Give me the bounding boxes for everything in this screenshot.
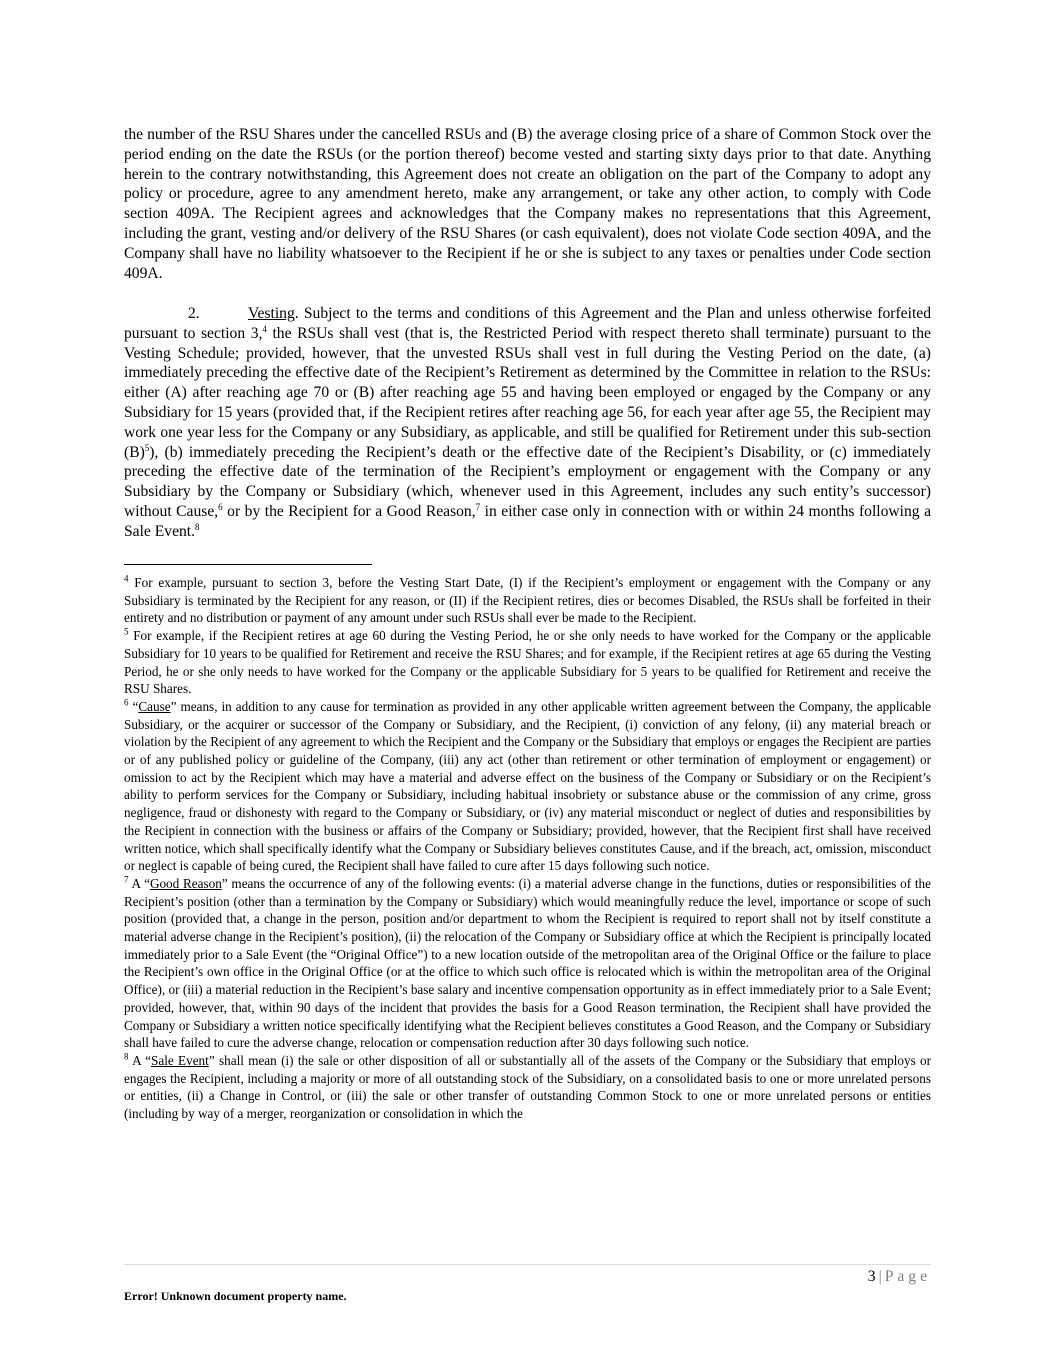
paragraph-text: ), (b) immediately preceding the Recipient’s death or the effective date of the Recipient’s Disability, or (c) immediately preceding the effective date of the termination of the Recipient’s employment or engagement with the Company or any Subsidiary by the Company or Subsidiary (which, whenever used in this Agreement, includes any such entity’s successor) without Cause,: [124, 443, 931, 520]
page-number-value: 3: [867, 1268, 876, 1285]
footnote-ref-8[interactable]: 8: [195, 521, 200, 532]
footnote-number: 8: [124, 1051, 129, 1062]
defined-term: Good Reason: [149, 875, 222, 891]
footnote-text: For example, pursuant to section 3, before the Vesting Start Date, (I) if the Recipient’s employment or engagement with the Company or any Subsidiary is terminated by the Recipient for any reason, or (II) if the Recipient retires, dies or becomes Disabled, the RSUs shall be forfeited in their entirety and no distribution or payment of any amount under such RSUs shall ever be made to the Recipient.: [124, 575, 931, 626]
section-heading: Vesting: [248, 305, 295, 322]
paragraph-text: in either case only in connection with or within 24 months following a Sale Event.: [124, 502, 932, 540]
footnote-ref-4[interactable]: 4: [262, 323, 267, 334]
page-number: [868, 1268, 931, 1286]
footnote-4: [124, 574, 931, 627]
footnote-text: For example, if the Recipient retires at age 60 during the Vesting Period, he or she only needs to have worked for the Company or the applicable Subsidiary for 10 years to be qualified for Retirement and receive the RSU Shares; and for example, if the Recipient retires at age 65 during the Vesting Period, he or she only needs to have worked for the Company or the applicable Subsidiary for 5 years to be qualified for Retirement and receive the RSU Shares.: [124, 628, 931, 697]
footnote-separator: [124, 564, 372, 565]
page-label: Page: [884, 1268, 931, 1285]
paragraph-continuation: the number of the RSU Shares under the cancelled RSUs and (B) the average closing price of a share of Common Stock over the period ending on the date the RSUs (or the portion thereof) become vested and starting sixty days prior to that date. Anything herein to the contrary notwithstanding, this Agreement does not create an obligation on the part of the Company to adopt any policy or procedure, agree to any amendment hereto, make any arrangement, or take any other action, to comply with Code section 409A. The Recipient agrees and acknowledges that the Company makes no representations that this Agreement, including the grant, vesting and/or delivery of the RSU Shares (or cash equivalent), does not violate Code section 409A, and the Company shall have no liability whatsoever to the Recipient if he or she is subject to any taxes or penalties under Code section 409A.: [124, 126, 931, 282]
footnote-text: ” means, in addition to any cause for termination as provided in any other applicable written agreement between the Company, the applicable Subsidiary, or the acquirer or successor of the Company or Subsidiary, and the Recipient, (i) conviction of any felony, (ii) any material breach or violation by the Recipient of any agreement to which the Recipient and the Company or the Subsidiary that employs or engages the Recipient are parties or of any published policy or guideline of the Company, (iii) any act (other than retirement or other termination of employment or engagement) or omission to act by the Recipient which may have a material and adverse effect on the business of the Company or Subsidiary or on the Recipient’s ability to perform services for the Company or Subsidiary, including habitual insobriety or substance abuse or the commission of any crime, gross negligence, fraud or dishonesty with regard to the Company or Subsidiary, or (iv) any material misconduct or neglect of duties and responsibilities by the Recipient in connection with the business or affairs of the Company or Subsidiary; provided, however, that the Recipient first shall have received written notice, which shall specifically identify what the Company or Subsidiary believes constitutes Cause, and if the breach, act, omission, misconduct or neglect is capable of being cured, the Recipient shall have failed to cure after 15 days following such notice.: [124, 698, 931, 874]
footnote-text: A “: [128, 1052, 152, 1068]
footer-property-error: Error! Unknown document property name.: [124, 1289, 347, 1303]
paragraph-vesting: [124, 304, 931, 542]
footnote-number: 4: [124, 573, 129, 584]
footnote-ref-6[interactable]: 6: [218, 501, 223, 512]
footnote-number: 5: [124, 626, 129, 637]
page-separator: |: [878, 1268, 882, 1285]
footnote-7: [124, 875, 931, 1052]
footnote-5: [124, 627, 931, 698]
footnote-8: [124, 1052, 931, 1123]
footnote-text: A “: [128, 875, 150, 891]
paragraph-text: the RSUs shall vest (that is, the Restricted Period with respect thereto shall terminate) pursuant to the Vesting Schedule; provided, however, that the unvested RSUs shall vest in full during the Vesting Period on the date, (a) immediately preceding the effective date of the Recipient’s Retirement as determined by the Committee in relation to the RSUs: either (A) after reaching age 70 or (B) after reaching age 55 and having been employed or engaged by the Company or any Subsidiary for 15 years (provided that, if the Recipient retires after reaching age 56, for each year after age 55, the Recipient may work one year less for the Company or any Subsidiary, as applicable, and still be qualified for Retirement under this sub-section (B): [124, 324, 931, 461]
footer-divider: [124, 1264, 931, 1265]
footnote-text: ” means the occurrence of any of the following events: (i) a material adverse change in the functions, duties or responsibilities of the Recipient’s position (other than a termination by the Company or Subsidiary) which would meaningfully reduce the level, importance or scope of such position (provided that, a change in the person, position and/or department to whom the Recipient is required to report shall not by itself constitute a material adverse change in the Recipient’s position), (ii) the relocation of the Company or Subsidiary office at which the Recipient is principally located immediately prior to a Sale Event (the “Original Office”) to a new location outside of the metropolitan area of the Original Office or the failure to place the Recipient’s own office in the Original Office (or at the office to which such office is relocated which is within the metropolitan area of the Original Office), or (iii) a material reduction in the Recipient’s base salary and incentive compensation opportunity as in effect immediately prior to a Sale Event; provided, however, that, within 90 days of the incident that provides the basis for a Good Reason termination, the Recipient shall have provided the Company or Subsidiary a written notice specifically identifying what the Recipient believes constitutes a Good Reason, and the Company or Subsidiary shall have failed to cure the adverse change, relocation or compensation reduction after 30 days following such notice.: [124, 875, 931, 1051]
footnotes: [124, 574, 931, 1123]
defined-term: Sale Event: [151, 1052, 209, 1068]
footnote-number: 7: [124, 874, 129, 885]
footnote-number: 6: [124, 697, 129, 708]
defined-term: Cause: [138, 698, 171, 714]
footnote-ref-7[interactable]: 7: [475, 501, 481, 512]
footnote-6: [124, 698, 931, 875]
footnote-text: ” shall mean (i) the sale or other disposition of all or substantially all of the assets of the Company or the Subsidiary that employs or engages the Recipient, including a majority or more of all outstanding stock of the Subsidiary, on a consolidated basis to one or more unrelated persons or entities, (ii) a Change in Control, or (iii) the sale or other transfer of outstanding Common Stock to one or more unrelated persons or entities (including by way of a merger, reorganization or consolidation in which the: [124, 1052, 932, 1122]
paragraph-text: . Subject to the terms and conditions of this Agreement and the Plan and unless otherwise forfeited pursuant to section 3,: [124, 305, 931, 342]
paragraph-text: or by the Recipient for a Good Reason,: [222, 502, 476, 520]
footnote-text: “: [128, 698, 139, 714]
section-number: 2.: [188, 305, 200, 322]
footnote-ref-5[interactable]: 5: [144, 442, 150, 453]
